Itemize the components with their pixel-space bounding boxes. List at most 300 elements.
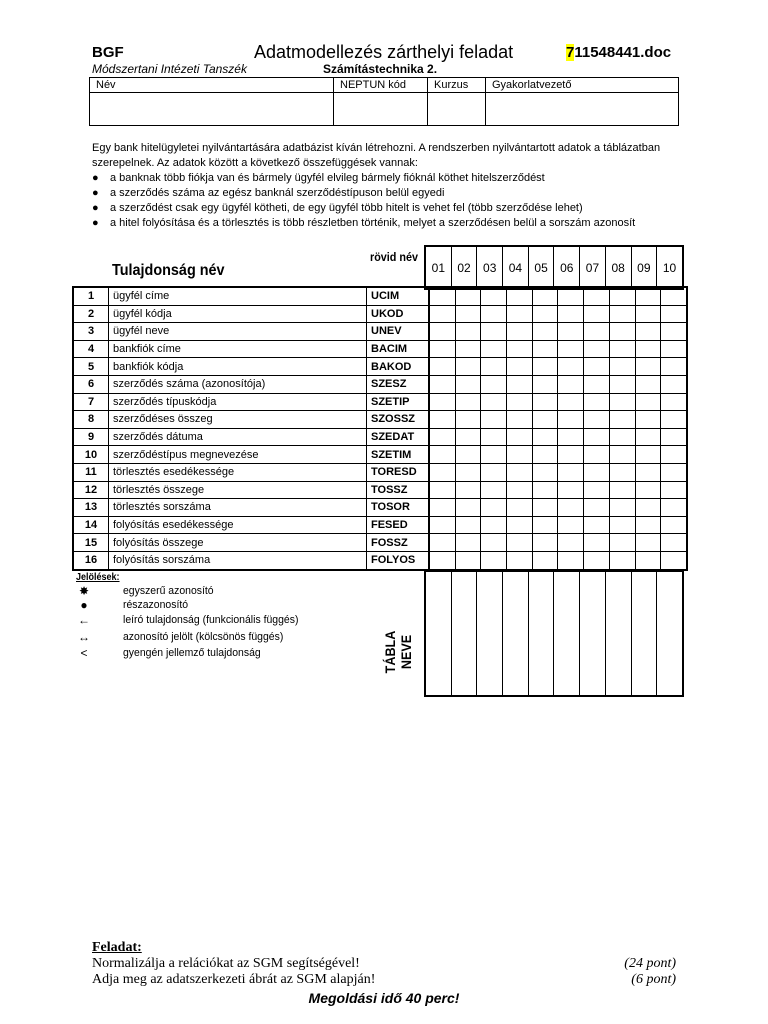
department-name: Módszertani Intézeti Tanszék — [92, 62, 247, 76]
row-number: 11 — [73, 463, 109, 481]
mark-cell[interactable] — [609, 499, 635, 517]
mark-cell[interactable] — [609, 305, 635, 323]
table-name-cell[interactable] — [425, 571, 451, 696]
property-name: bankfiók címe — [109, 340, 367, 358]
mark-cell[interactable] — [661, 358, 687, 376]
mark-cell[interactable] — [661, 340, 687, 358]
column-header-05: 05 — [528, 246, 554, 289]
mark-cell[interactable] — [584, 340, 610, 358]
mark-cell[interactable] — [455, 463, 481, 481]
double-arrow-icon: ↔ — [78, 630, 90, 644]
table-name-cell[interactable] — [580, 571, 606, 696]
mark-cell[interactable] — [635, 428, 661, 446]
short-code: SZESZ — [367, 375, 430, 393]
row-number: 8 — [73, 411, 109, 429]
mark-cell[interactable] — [481, 446, 507, 464]
mark-cell[interactable] — [584, 358, 610, 376]
short-code: SZETIM — [367, 446, 430, 464]
property-name-label: Tulajdonság név — [112, 262, 225, 279]
table-row — [73, 393, 687, 411]
mark-cell[interactable] — [661, 534, 687, 552]
mark-cell[interactable] — [455, 516, 481, 534]
mark-cell[interactable] — [429, 446, 455, 464]
mark-cell[interactable] — [609, 463, 635, 481]
mark-cell[interactable] — [455, 340, 481, 358]
mark-cell[interactable] — [558, 375, 584, 393]
mark-cell[interactable] — [481, 463, 507, 481]
column-header-07: 07 — [580, 246, 606, 289]
short-code: BACIM — [367, 340, 430, 358]
mark-cell[interactable] — [661, 323, 687, 341]
mark-cell[interactable] — [635, 411, 661, 429]
mark-cell[interactable] — [429, 358, 455, 376]
mark-cell[interactable] — [532, 393, 558, 411]
mark-cell[interactable] — [429, 340, 455, 358]
short-code: UKOD — [367, 305, 430, 323]
row-number: 13 — [73, 499, 109, 517]
mark-cell[interactable] — [609, 340, 635, 358]
table-row — [73, 340, 687, 358]
mark-cell[interactable] — [455, 305, 481, 323]
mark-cell[interactable] — [635, 375, 661, 393]
mark-cell[interactable] — [609, 287, 635, 305]
bullet-icon: ● — [92, 217, 99, 229]
mark-cell[interactable] — [584, 323, 610, 341]
instructor-label: Gyakorlatvezető — [486, 78, 679, 93]
property-name: szerződés dátuma — [109, 428, 367, 446]
table-row — [73, 551, 687, 569]
column-header-08: 08 — [605, 246, 631, 289]
property-name: szerződés típuskódja — [109, 393, 367, 411]
short-code: TOSSZ — [367, 481, 430, 499]
table-row — [73, 305, 687, 323]
mark-cell[interactable] — [481, 481, 507, 499]
relationship-text: a banknak több fiókja van és bármely ügyfél elvileg bármely fióknál köthet hitelszerződést — [110, 172, 545, 184]
row-number: 9 — [73, 428, 109, 446]
short-code: UCIM — [367, 287, 430, 305]
task-line-text: Adja meg az adatszerkezeti ábrát az SGM alapján! — [92, 972, 376, 987]
mark-cell[interactable] — [532, 411, 558, 429]
table-name-cell[interactable] — [605, 571, 631, 696]
mark-cell[interactable] — [455, 323, 481, 341]
property-name: ügyfél címe — [109, 287, 367, 305]
mark-cell[interactable] — [558, 551, 584, 569]
mark-cell[interactable] — [455, 428, 481, 446]
column-header-06: 06 — [554, 246, 580, 289]
filled-circle-icon: ● — [80, 598, 88, 612]
task-line — [92, 956, 676, 972]
mark-cell[interactable] — [532, 534, 558, 552]
table-row — [73, 481, 687, 499]
row-number: 7 — [73, 393, 109, 411]
mark-cell[interactable] — [507, 323, 533, 341]
mark-cell[interactable] — [532, 481, 558, 499]
row-number: 16 — [73, 551, 109, 569]
mark-cell[interactable] — [455, 287, 481, 305]
mark-cell[interactable] — [455, 358, 481, 376]
property-name: ügyfél neve — [109, 323, 367, 341]
neptun-field[interactable] — [334, 93, 428, 126]
short-code: FESED — [367, 516, 430, 534]
row-number: 6 — [73, 375, 109, 393]
short-code: TOSOR — [367, 499, 430, 517]
mark-cell[interactable] — [635, 340, 661, 358]
mark-cell[interactable] — [429, 393, 455, 411]
mark-cell[interactable] — [507, 481, 533, 499]
name-label: Név — [90, 78, 334, 93]
mark-cell[interactable] — [584, 499, 610, 517]
mark-cell[interactable] — [507, 340, 533, 358]
table-row — [73, 499, 687, 517]
mark-cell[interactable] — [507, 375, 533, 393]
document-filename — [566, 44, 671, 61]
property-name: törlesztés sorszáma — [109, 499, 367, 517]
property-name: szerződéses összeg — [109, 411, 367, 429]
property-name: törlesztés esedékessége — [109, 463, 367, 481]
relationship-text: a szerződés száma az egész banknál szerződéstípuson belül egyedi — [110, 187, 445, 199]
relationship-text: a szerződést csak egy ügyfél kötheti, de egy ügyfél több hitelt is vehet fel (több szerződése lehet) — [110, 202, 583, 214]
table-name-cell[interactable] — [503, 571, 529, 696]
table-name-cell[interactable] — [528, 571, 554, 696]
mark-cell[interactable] — [532, 463, 558, 481]
mark-cell[interactable] — [532, 323, 558, 341]
mark-cell[interactable] — [532, 305, 558, 323]
mark-cell[interactable] — [609, 516, 635, 534]
task-title: Feladat: — [92, 940, 142, 955]
mark-cell[interactable] — [584, 305, 610, 323]
mark-cell[interactable] — [455, 411, 481, 429]
mark-cell[interactable] — [455, 499, 481, 517]
column-header-03: 03 — [477, 246, 503, 289]
table-name-label: TÁBLA NEVE — [382, 630, 414, 674]
legend-text: leíró tulajdonság (funkcionális függés) — [123, 614, 299, 626]
table-row — [73, 358, 687, 376]
mark-cell[interactable] — [558, 481, 584, 499]
mark-cell[interactable] — [481, 551, 507, 569]
legend-text: egyszerű azonosító — [123, 585, 214, 597]
table-row — [73, 323, 687, 341]
mark-cell[interactable] — [609, 551, 635, 569]
mark-cell[interactable] — [635, 551, 661, 569]
mark-cell[interactable] — [635, 393, 661, 411]
mark-cell[interactable] — [481, 323, 507, 341]
column-header-10: 10 — [657, 246, 683, 289]
short-name-label: rövid név — [370, 250, 419, 264]
mark-cell[interactable] — [429, 305, 455, 323]
mark-cell[interactable] — [455, 551, 481, 569]
table-row — [73, 534, 687, 552]
legend-text: részazonosító — [123, 599, 189, 611]
column-header-01: 01 — [425, 246, 451, 289]
mark-cell[interactable] — [429, 428, 455, 446]
mark-cell[interactable] — [558, 323, 584, 341]
mark-cell[interactable] — [481, 305, 507, 323]
mark-cell[interactable] — [532, 446, 558, 464]
mark-cell[interactable] — [481, 393, 507, 411]
mark-cell[interactable] — [661, 446, 687, 464]
bullet-icon: ● — [92, 202, 99, 214]
intro-paragraph: Egy bank hitelügyletei nyilvántartására adatbázist kíván létrehozni. A rendszerben nyilvántartott adatok a táblázatban szerepelnek. Az adatok között a következő összefüggések vannak: — [92, 142, 661, 169]
short-code: UNEV — [367, 323, 430, 341]
short-code: SZOSSZ — [367, 411, 430, 429]
mark-cell[interactable] — [635, 358, 661, 376]
mark-cell[interactable] — [635, 287, 661, 305]
mark-cell[interactable] — [532, 340, 558, 358]
mark-cell[interactable] — [661, 305, 687, 323]
short-code: TORESD — [367, 463, 430, 481]
mark-cell[interactable] — [609, 446, 635, 464]
task-line-text: Normalizálja a relációkat az SGM segítségével! — [92, 956, 360, 971]
mark-cell[interactable] — [532, 287, 558, 305]
mark-cell[interactable] — [558, 534, 584, 552]
mark-cell[interactable] — [584, 481, 610, 499]
column-header-04: 04 — [503, 246, 529, 289]
mark-cell[interactable] — [455, 393, 481, 411]
less-than-icon: < — [80, 646, 88, 660]
student-info-form — [89, 77, 679, 126]
short-code: FOLYOS — [367, 551, 430, 569]
relationship-item — [92, 201, 682, 216]
mark-cell[interactable] — [532, 375, 558, 393]
mark-cell[interactable] — [429, 375, 455, 393]
mark-cell[interactable] — [558, 516, 584, 534]
mark-cell[interactable] — [609, 534, 635, 552]
mark-cell[interactable] — [584, 534, 610, 552]
property-name: ügyfél kódja — [109, 305, 367, 323]
mark-cell[interactable] — [635, 481, 661, 499]
mark-cell[interactable] — [481, 375, 507, 393]
mark-cell[interactable] — [532, 499, 558, 517]
table-name-cell[interactable] — [477, 571, 503, 696]
mark-cell[interactable] — [507, 446, 533, 464]
table-row — [73, 411, 687, 429]
property-name: törlesztés összege — [109, 481, 367, 499]
property-name: folyósítás összege — [109, 534, 367, 552]
row-number: 10 — [73, 446, 109, 464]
mark-cell[interactable] — [584, 428, 610, 446]
table-row — [73, 428, 687, 446]
mark-cell[interactable] — [635, 323, 661, 341]
mark-cell[interactable] — [507, 411, 533, 429]
mark-cell[interactable] — [532, 428, 558, 446]
mark-cell[interactable] — [507, 358, 533, 376]
mark-cell[interactable] — [481, 287, 507, 305]
legend-text: azonosító jelölt (kölcsönös függés) — [123, 631, 284, 643]
mark-cell[interactable] — [455, 534, 481, 552]
mark-cell[interactable] — [507, 551, 533, 569]
mark-cell[interactable] — [507, 287, 533, 305]
mark-cell[interactable] — [609, 393, 635, 411]
mark-cell[interactable] — [481, 499, 507, 517]
short-code: BAKOD — [367, 358, 430, 376]
relationship-item — [92, 171, 682, 186]
mark-cell[interactable] — [584, 375, 610, 393]
table-row — [73, 463, 687, 481]
mark-cell[interactable] — [429, 534, 455, 552]
mark-cell[interactable] — [507, 534, 533, 552]
mark-cell[interactable] — [661, 375, 687, 393]
mark-cell[interactable] — [558, 411, 584, 429]
legend-text: gyengén jellemző tulajdonság — [123, 647, 261, 659]
mark-cell[interactable] — [507, 305, 533, 323]
mark-cell[interactable] — [532, 358, 558, 376]
mark-cell[interactable] — [532, 516, 558, 534]
mark-cell[interactable] — [661, 516, 687, 534]
course-label: Kurzus — [428, 78, 486, 93]
mark-cell[interactable] — [558, 428, 584, 446]
mark-cell[interactable] — [481, 516, 507, 534]
mark-cell[interactable] — [609, 481, 635, 499]
table-name-cell[interactable] — [554, 571, 580, 696]
mark-cell[interactable] — [455, 446, 481, 464]
mark-cell[interactable] — [429, 323, 455, 341]
mark-cell[interactable] — [507, 393, 533, 411]
property-name: szerződés száma (azonosítója) — [109, 375, 367, 393]
mark-cell[interactable] — [507, 428, 533, 446]
intro-section — [92, 141, 682, 231]
mark-cell[interactable] — [507, 516, 533, 534]
mark-cell[interactable] — [558, 499, 584, 517]
mark-cell[interactable] — [661, 393, 687, 411]
row-number: 12 — [73, 481, 109, 499]
mark-cell[interactable] — [558, 463, 584, 481]
mark-cell[interactable] — [558, 446, 584, 464]
mark-cell[interactable] — [661, 428, 687, 446]
mark-cell[interactable] — [481, 411, 507, 429]
mark-cell[interactable] — [584, 411, 610, 429]
short-code: SZEDAT — [367, 428, 430, 446]
neptun-label: NEPTUN kód — [334, 78, 428, 93]
filename-rest: 11548441.doc — [574, 44, 672, 61]
column-header-09: 09 — [631, 246, 657, 289]
mark-cell[interactable] — [429, 516, 455, 534]
table-row — [73, 516, 687, 534]
mark-cell[interactable] — [507, 463, 533, 481]
mark-cell[interactable] — [429, 551, 455, 569]
task-line-points: (24 pont) — [624, 956, 676, 971]
mark-cell[interactable] — [635, 499, 661, 517]
property-table — [72, 286, 688, 571]
mark-cell[interactable] — [558, 287, 584, 305]
mark-cell[interactable] — [429, 463, 455, 481]
mark-cell[interactable] — [609, 411, 635, 429]
table-name-cell[interactable] — [657, 571, 683, 696]
column-header-grid — [424, 245, 684, 290]
table-name-cell[interactable] — [631, 571, 657, 696]
bullet-icon: ● — [92, 172, 99, 184]
mark-cell[interactable] — [661, 551, 687, 569]
mark-cell[interactable] — [429, 287, 455, 305]
row-number: 15 — [73, 534, 109, 552]
row-number: 3 — [73, 323, 109, 341]
mark-cell[interactable] — [609, 323, 635, 341]
short-code: FOSSZ — [367, 534, 430, 552]
row-number: 5 — [73, 358, 109, 376]
time-limit: Megoldási idő 40 perc! — [308, 990, 460, 1006]
mark-cell[interactable] — [635, 534, 661, 552]
mark-cell[interactable] — [661, 287, 687, 305]
mark-cell[interactable] — [481, 534, 507, 552]
name-field[interactable] — [90, 93, 334, 126]
mark-cell[interactable] — [635, 516, 661, 534]
mark-cell[interactable] — [558, 393, 584, 411]
instructor-field[interactable] — [486, 93, 679, 126]
row-number: 4 — [73, 340, 109, 358]
mark-cell[interactable] — [558, 358, 584, 376]
mark-cell[interactable] — [661, 481, 687, 499]
relationship-list — [92, 171, 682, 231]
mark-cell[interactable] — [584, 287, 610, 305]
mark-cell[interactable] — [635, 305, 661, 323]
task-line — [92, 972, 676, 988]
relationship-item — [92, 216, 682, 231]
mark-cell[interactable] — [558, 340, 584, 358]
course-field[interactable] — [428, 93, 486, 126]
relationship-text: a hitel folyósítása és a törlesztés is több részletben történik, melyet a szerződésen belül a sorszám azonosít — [110, 217, 636, 229]
mark-cell[interactable] — [584, 446, 610, 464]
mark-cell[interactable] — [584, 393, 610, 411]
mark-cell[interactable] — [429, 481, 455, 499]
mark-cell[interactable] — [507, 499, 533, 517]
mark-cell[interactable] — [635, 446, 661, 464]
mark-cell[interactable] — [661, 411, 687, 429]
mark-cell[interactable] — [661, 463, 687, 481]
mark-cell[interactable] — [455, 481, 481, 499]
property-name: folyósítás esedékessége — [109, 516, 367, 534]
mark-cell[interactable] — [609, 358, 635, 376]
property-name: szerződéstípus megnevezése — [109, 446, 367, 464]
table-name-grid — [424, 570, 684, 697]
legend-title: Jelölések: — [76, 572, 120, 583]
column-header-02: 02 — [451, 246, 477, 289]
table-row — [73, 375, 687, 393]
short-code: SZETIP — [367, 393, 430, 411]
mark-cell[interactable] — [609, 428, 635, 446]
mark-cell[interactable] — [635, 463, 661, 481]
mark-cell[interactable] — [584, 551, 610, 569]
mark-cell[interactable] — [532, 551, 558, 569]
document-title: Adatmodellezés zárthelyi feladat — [254, 42, 514, 62]
mark-cell[interactable] — [481, 340, 507, 358]
mark-cell[interactable] — [455, 375, 481, 393]
mark-cell[interactable] — [481, 428, 507, 446]
task-line-points: (6 pont) — [631, 972, 676, 987]
mark-cell[interactable] — [429, 411, 455, 429]
table-row — [73, 446, 687, 464]
row-number: 2 — [73, 305, 109, 323]
filename-highlight: 7 — [566, 44, 575, 61]
bullet-icon: ● — [92, 187, 99, 199]
mark-cell[interactable] — [481, 358, 507, 376]
property-name: folyósítás sorszáma — [109, 551, 367, 569]
mark-cell[interactable] — [558, 305, 584, 323]
left-arrow-icon: ← — [78, 613, 90, 627]
mark-cell[interactable] — [661, 499, 687, 517]
mark-cell[interactable] — [609, 375, 635, 393]
table-name-cell[interactable] — [451, 571, 477, 696]
mark-cell[interactable] — [429, 499, 455, 517]
mark-cell[interactable] — [584, 463, 610, 481]
row-number: 1 — [73, 287, 109, 305]
table-row — [73, 287, 687, 305]
relationship-item — [92, 186, 682, 201]
property-name: bankfiók kódja — [109, 358, 367, 376]
asterisk-icon: ✸ — [78, 584, 90, 598]
task-section — [92, 940, 676, 988]
mark-cell[interactable] — [584, 516, 610, 534]
subject-name: Számítástechnika 2. — [323, 62, 438, 76]
row-number: 14 — [73, 516, 109, 534]
